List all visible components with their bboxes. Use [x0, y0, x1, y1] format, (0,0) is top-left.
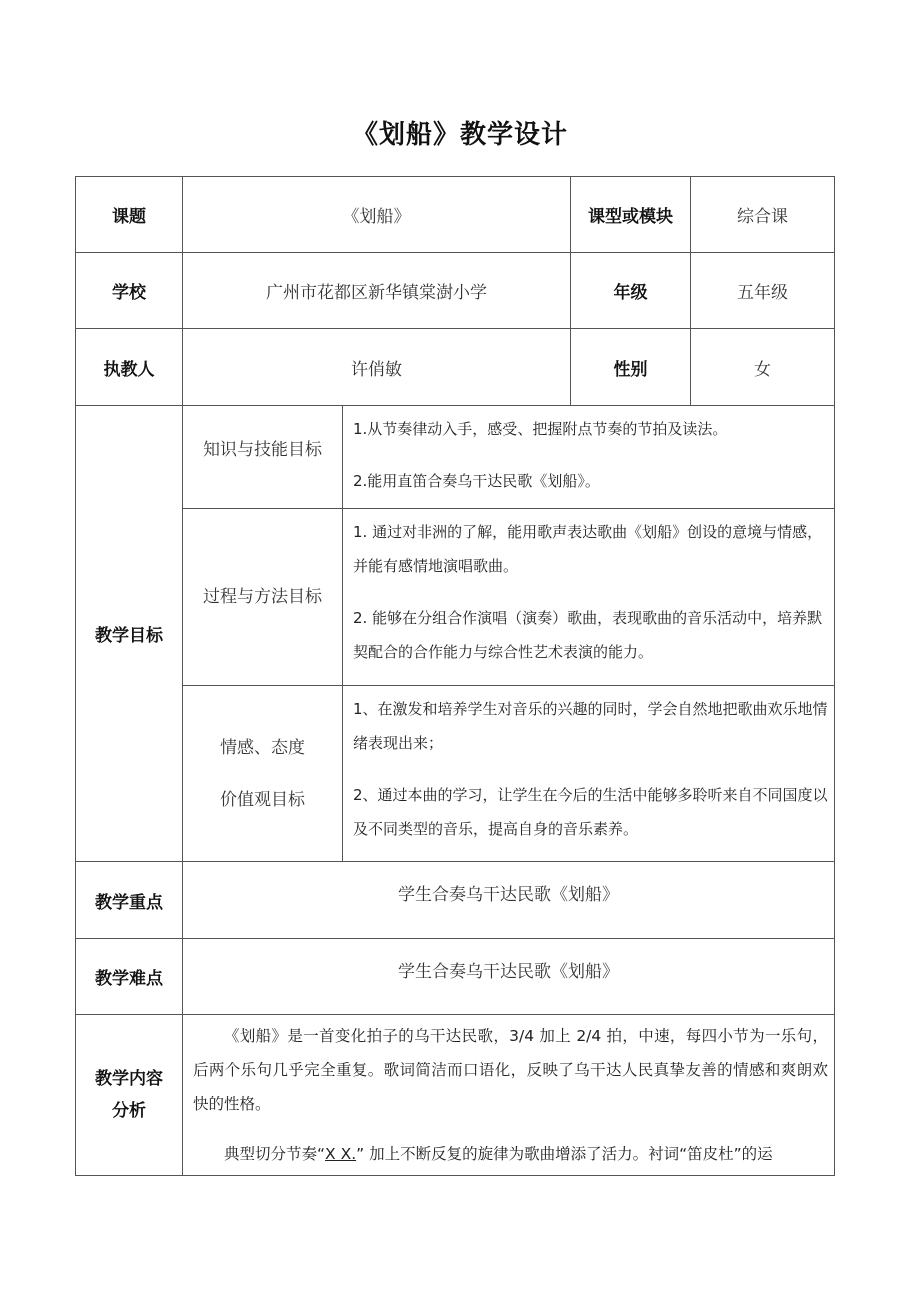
objective-name-process [182, 508, 343, 686]
label-teacher: 执教人 [75, 328, 183, 406]
value-grade: 五年级 [690, 252, 835, 329]
lesson-plan-table [75, 176, 835, 1176]
objective-name-line: 价值观目标 [220, 789, 305, 810]
objective-item: 2.能用直笛合奏乌干达民歌《划船》。 [353, 472, 600, 490]
objective-content-process [342, 508, 835, 686]
objective-item: 1、在激发和培养学生对音乐的兴趣的同时，学会自然地把歌曲欢乐地情绪表现出来； [353, 700, 828, 752]
label-gender: 性别 [570, 328, 691, 406]
objective-item: 1.从节奏律动入手，感受、把握附点节奏的节拍及读法。 [353, 420, 728, 438]
objective-name-line: 知识与技能目标 [203, 440, 322, 460]
label-school: 学校 [75, 252, 183, 329]
value-school: 广州市花都区新华镇棠澍小学 [182, 252, 571, 329]
label-key-point: 教学重点 [75, 861, 183, 939]
document-title: 《划船》教学设计 [351, 120, 568, 150]
analysis-suffix: ” 加上不断反复的旋律为歌曲增添了活力。衬词“笛皮杜”的运 [356, 1145, 773, 1163]
label-difficulty: 教学难点 [75, 938, 183, 1015]
objective-content-knowledge [342, 405, 835, 509]
objective-name-line: 情感、态度 [220, 737, 305, 758]
objective-content-emotion [342, 685, 835, 862]
objective-item: 2. 能够在分组合作演唱（演奏）歌曲，表现歌曲的音乐活动中，培养默契配合的合作能力与综合性艺术表演的能力。 [353, 609, 823, 661]
label-content-analysis [75, 1014, 183, 1176]
label-grade: 年级 [570, 252, 691, 329]
value-teacher: 许俏敏 [182, 328, 571, 406]
analysis-label-line: 教学内容 [95, 1069, 163, 1089]
analysis-paragraph: 《划船》是一首变化拍子的乌干达民歌，3/4 加上 2/4 拍，中速，每四小节为一乐句，后两个乐句几乎完全重复。歌词简洁而口语化，反映了乌干达人民真挚友善的情感和爽朗欢快的性格。 [193, 1027, 828, 1113]
analysis-paragraph [193, 1137, 828, 1171]
label-lesson-type: 课型或模块 [570, 176, 691, 253]
key-point-text: 学生合奏乌干达民歌《划船》 [398, 885, 619, 905]
analysis-prefix: 典型切分节奏“ [224, 1145, 326, 1163]
objective-item: 1. 通过对非洲的了解，能用歌声表达歌曲《划船》创设的意境与情感，并能有感情地演唱歌曲。 [353, 523, 823, 575]
value-topic: 《划船》 [182, 176, 571, 253]
difficulty-text: 学生合奏乌干达民歌《划船》 [398, 962, 619, 982]
value-key-point [182, 861, 835, 939]
value-difficulty [182, 938, 835, 1015]
rhythm-notation: X X. [325, 1145, 357, 1163]
analysis-label-line: 分析 [112, 1101, 146, 1121]
value-gender: 女 [690, 328, 835, 406]
objective-item: 2、通过本曲的学习，让学生在今后的生活中能够多聆听来自不同国度以及不同类型的音乐，提高自身的音乐素养。 [353, 786, 828, 838]
value-lesson-type: 综合课 [690, 176, 835, 253]
label-teaching-objectives: 教学目标 [75, 405, 183, 862]
label-topic: 课题 [75, 176, 183, 253]
content-analysis-text [182, 1014, 835, 1176]
objective-name-line: 过程与方法目标 [203, 587, 322, 607]
objective-name-emotion [182, 685, 343, 862]
objective-name-knowledge [182, 405, 343, 509]
